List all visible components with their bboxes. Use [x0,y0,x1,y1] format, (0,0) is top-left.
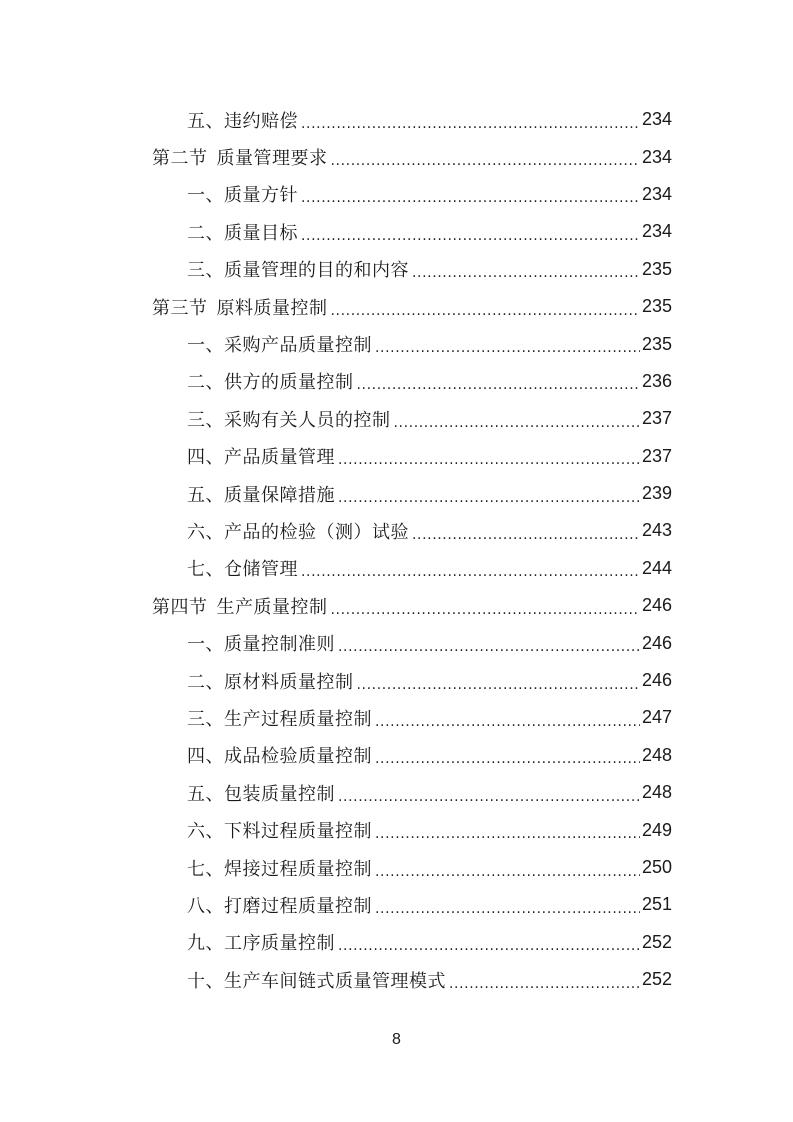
toc-entry-page-number: 234 [641,183,672,204]
toc-entry[interactable] [0,400,793,437]
toc-entry-title: 质量目标 [224,222,298,244]
toc-entry[interactable] [0,138,793,175]
toc-entry-page-number: 248 [641,782,672,803]
toc-entry-line [187,624,672,661]
toc-entry-line [187,101,672,138]
toc-entry-label [187,817,372,843]
toc-entry-title: 仓储管理 [224,559,298,581]
toc-entry-page-number: 246 [641,632,672,653]
toc-entry-label [187,518,409,544]
toc-entry-label [187,742,372,768]
toc-entry-page-number: 236 [641,370,672,391]
toc-entry-page-number: 239 [641,483,672,504]
toc-entry-label [187,181,298,207]
toc-entry-title: 质量管理的目的和内容 [224,260,409,282]
toc-entry-prefix: 八、 [187,895,224,917]
toc-entry-label [187,219,298,245]
toc-entry-label [187,967,446,993]
toc-entry-title: 供方的质量控制 [224,372,354,394]
toc-entry-label [187,892,372,918]
toc-entry-prefix: 一、 [187,185,224,207]
toc-entry[interactable] [0,475,793,512]
toc-entry[interactable] [0,961,793,998]
toc-entry[interactable] [0,213,793,250]
toc-entry-label [187,107,298,133]
toc-entry-page-number: 252 [641,969,672,990]
toc-entry-prefix: 七、 [187,559,224,581]
toc-entry-title: 质量方针 [224,185,298,207]
toc-entry[interactable] [0,101,793,138]
toc-entry-label [187,780,335,806]
toc-entry-label [187,256,409,282]
toc-dot-leader [375,864,640,880]
toc-entry-title: 生产质量控制 [216,596,328,618]
toc-dot-leader [449,976,640,992]
toc-entry[interactable] [0,512,793,549]
toc-entry-title: 生产过程质量控制 [224,708,372,730]
toc-dot-leader [338,490,640,506]
toc-entry-line [152,288,672,325]
toc-entry-line [187,811,672,848]
toc-entry-line [187,924,672,961]
toc-entry-line [187,400,672,437]
toc-entry-line [187,363,672,400]
toc-entry-label [187,630,335,656]
toc-entry-page-number: 249 [641,819,672,840]
toc-dot-leader [394,415,640,431]
toc-dot-leader [338,452,640,468]
toc-entry-page-number: 235 [641,296,672,317]
toc-entry-prefix: 七、 [187,858,224,880]
toc-entry[interactable] [0,662,793,699]
toc-entry-label [187,929,335,955]
toc-entry-prefix: 第三节 [152,297,208,319]
toc-entry[interactable] [0,438,793,475]
toc-dot-leader [331,303,640,319]
toc-entry-page-number: 246 [641,595,672,616]
toc-entry-line [187,213,672,250]
toc-entry-title: 原材料质量控制 [224,671,354,693]
toc-entry-line [187,662,672,699]
toc-dot-leader [301,190,640,206]
toc-entry-title: 产品质量管理 [224,447,335,469]
toc-entry-line [187,961,672,998]
toc-entry-prefix: 九、 [187,933,224,955]
toc-entry-title: 质量保障措施 [224,484,335,506]
toc-entry-page-number: 235 [641,333,672,354]
toc-entry-page-number: 248 [641,744,672,765]
toc-entry-line [187,849,672,886]
toc-entry-title: 采购有关人员的控制 [224,409,391,431]
toc-entry-line [187,251,672,288]
toc-entry-title: 包装质量控制 [224,783,335,805]
toc-entry-line [187,737,672,774]
toc-dot-leader [412,527,640,543]
toc-entry-prefix: 三、 [187,409,224,431]
toc-dot-leader [357,377,640,393]
toc-entry-label [187,331,372,357]
toc-entry[interactable] [0,737,793,774]
toc-entry-prefix: 第四节 [152,596,208,618]
toc-entry-page-number: 250 [641,857,672,877]
toc-entry[interactable] [0,176,793,213]
toc-entry-title: 工序质量控制 [224,933,335,955]
toc-dot-leader [331,153,640,169]
toc-entry-title: 打磨过程质量控制 [224,895,372,917]
toc-entry-prefix: 六、 [187,821,224,843]
toc-entry-line [187,774,672,811]
toc-dot-leader [338,938,640,954]
toc-entry-prefix: 五、 [187,484,224,506]
table-of-contents [0,101,793,998]
toc-entry-line [187,176,672,213]
toc-entry[interactable] [0,811,793,848]
toc-dot-leader [338,789,640,805]
toc-entry-title: 原料质量控制 [216,297,328,319]
toc-entry-label [187,406,391,432]
toc-entry-page-number: 234 [641,109,672,130]
toc-entry-line [187,886,672,923]
toc-entry-page-number: 234 [641,146,672,167]
toc-entry[interactable] [0,550,793,587]
toc-entry-prefix: 二、 [187,372,224,394]
toc-entry-prefix: 五、 [187,110,224,132]
toc-entry-title: 违约赔偿 [224,110,298,132]
toc-dot-leader [301,564,640,580]
toc-entry-title: 质量管理要求 [216,148,328,170]
toc-entry-line [187,550,672,587]
toc-entry-prefix: 五、 [187,783,224,805]
toc-entry-label [187,555,298,581]
toc-entry-label [187,481,335,507]
toc-entry-page-number: 237 [641,445,672,466]
toc-entry[interactable] [0,288,793,325]
toc-entry[interactable] [0,363,793,400]
toc-entry-label [187,705,372,731]
toc-entry-line [152,587,672,624]
toc-entry-title: 成品检验质量控制 [224,746,372,768]
toc-entry-label [187,368,354,394]
toc-entry-prefix: 四、 [187,447,224,469]
toc-dot-leader [375,714,640,730]
toc-dot-leader [375,340,640,356]
toc-entry-label [152,144,328,170]
toc-entry-prefix: 四、 [187,746,224,768]
toc-entry-prefix: 十、 [187,970,224,992]
toc-entry[interactable] [0,251,793,288]
toc-entry-prefix: 六、 [187,521,224,543]
toc-dot-leader [301,228,640,244]
toc-dot-leader [412,265,640,281]
toc-entry-line [187,512,672,549]
toc-dot-leader [338,639,640,655]
toc-entry-title: 产品的检验（测）试验 [224,521,409,543]
toc-dot-leader [375,901,640,917]
toc-dot-leader [375,751,640,767]
toc-entry[interactable] [0,774,793,811]
toc-entry[interactable] [0,849,793,886]
toc-entry-page-number: 251 [641,894,672,915]
toc-entry-title: 质量控制准则 [224,634,335,656]
toc-entry-title: 生产车间链式质量管理模式 [224,970,446,992]
toc-entry[interactable] [0,325,793,362]
toc-entry-page-number: 234 [641,221,672,242]
page-number: 8 [392,1031,401,1048]
toc-entry-prefix: 二、 [187,222,224,244]
toc-entry-label [152,593,328,619]
toc-entry-page-number: 244 [641,557,672,578]
toc-entry-title: 下料过程质量控制 [224,821,372,843]
toc-entry-prefix: 二、 [187,671,224,693]
toc-entry-label [187,855,372,881]
toc-entry[interactable] [0,699,793,736]
toc-entry[interactable] [0,587,793,624]
toc-dot-leader [301,116,640,132]
toc-entry-prefix: 第二节 [152,148,208,170]
toc-entry[interactable] [0,624,793,661]
toc-entry-page-number: 252 [641,931,672,952]
toc-entry-line [187,438,672,475]
toc-entry-title: 焊接过程质量控制 [224,858,372,880]
toc-entry-prefix: 三、 [187,260,224,282]
toc-entry-line [152,138,672,175]
toc-entry-page-number: 243 [641,520,672,541]
toc-entry-line [187,699,672,736]
toc-entry-prefix: 一、 [187,634,224,656]
toc-entry-prefix: 一、 [187,335,224,357]
toc-dot-leader [375,826,640,842]
toc-entry[interactable] [0,886,793,923]
toc-entry-page-number: 246 [641,670,672,691]
toc-entry-page-number: 235 [641,258,672,279]
toc-entry[interactable] [0,924,793,961]
toc-entry-label [152,294,328,320]
toc-dot-leader [331,602,640,618]
toc-entry-label [187,668,354,694]
toc-entry-page-number: 247 [641,707,672,728]
toc-entry-line [187,475,672,512]
toc-entry-title: 采购产品质量控制 [224,335,372,357]
toc-entry-label [187,443,335,469]
toc-entry-page-number: 237 [641,408,672,429]
toc-dot-leader [357,677,640,693]
toc-entry-prefix: 三、 [187,708,224,730]
toc-entry-line [187,325,672,362]
